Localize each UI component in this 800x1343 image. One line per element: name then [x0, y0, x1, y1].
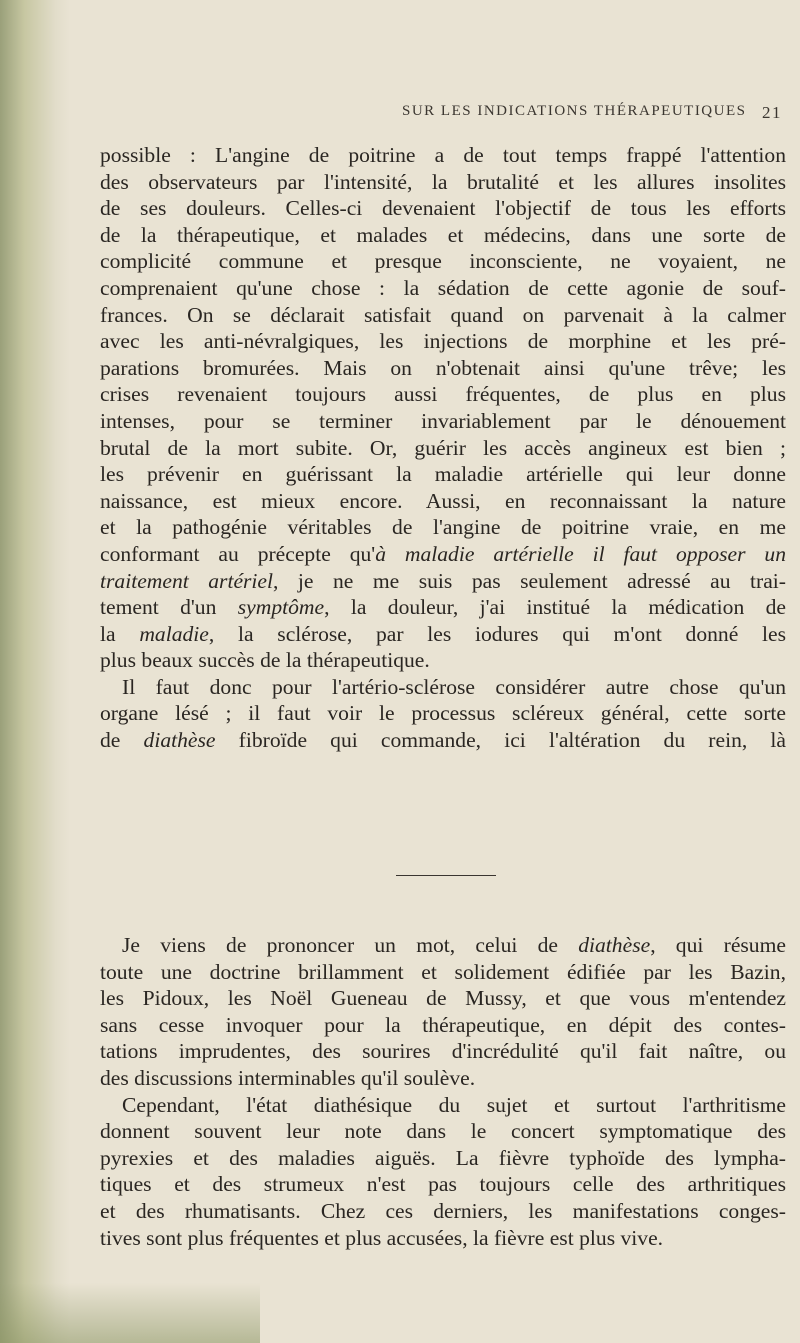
text-line: de ses douleurs. Celles-ci devenaient l'objectif de tous les efforts — [100, 196, 786, 221]
text-line: Il faut donc pour l'artério-sclérose considérer autre chose qu'un — [122, 674, 786, 699]
text-line: sans cesse invoquer pour la thérapeutique, en dépit des contes- — [100, 1012, 786, 1037]
text-run: fibroïde qui commande, ici l'altération du rein, là — [215, 728, 786, 753]
section-separator — [396, 875, 496, 876]
italic-quote: traitement artériel — [100, 568, 274, 593]
text-line: donnent souvent leur note dans le concert symptomatique des — [100, 1119, 786, 1144]
text-line: brutal de la mort subite. Or, guérir les accès angineux est bien ; — [100, 435, 786, 460]
text-line: plus beaux succès de la thérapeutique. — [100, 648, 430, 673]
text-line: crises revenaient toujours aussi fréquentes, de plus en plus — [100, 382, 786, 407]
text-run: conformant au précepte qu' — [100, 541, 376, 566]
text-run: , la douleur, j'ai institué la médication de — [324, 595, 786, 620]
text-line: et des rhumatisants. Chez ces derniers, les manifestations conges- — [100, 1198, 786, 1223]
text-run: , la sclérose, par les iodures qui m'ont donné les — [208, 621, 787, 646]
italic-quote: à maladie artérielle il faut opposer un — [375, 541, 786, 566]
text-line: complicité commune et presque inconsciente, ne voyaient, ne — [100, 249, 786, 274]
page-edge-shadow — [0, 0, 70, 1343]
text-line: et la pathogénie véritables de l'angine de poitrine vraie, en me — [100, 515, 786, 540]
text-line — [100, 594, 786, 621]
text-line: organe lésé ; il faut voir le processus scléreux général, cette sorte — [100, 701, 786, 726]
text-line: des observateurs par l'intensité, la brutalité et les allures insolites — [100, 169, 786, 194]
text-line: tiques et des strumeux n'est pas toujours celle des arthritiques — [100, 1172, 786, 1197]
text-line: parations bromurées. Mais on n'obtenait ainsi qu'une trêve; les — [100, 355, 786, 380]
text-line: comprenaient qu'une chose : la sédation de cette agonie de souf- — [100, 275, 786, 300]
running-title: SUR LES INDICATIONS THÉRAPEUTIQUES — [402, 103, 747, 119]
text-line: tives sont plus fréquentes et plus accusées, la fièvre est plus vive. — [100, 1225, 664, 1250]
text-line: des discussions interminables qu'il soulève. — [100, 1065, 476, 1090]
italic-term: diathèse — [578, 933, 651, 957]
text-run: tement d'un — [100, 595, 238, 620]
page-number: 21 — [762, 103, 782, 122]
text-line — [100, 568, 786, 595]
text-line — [100, 727, 786, 754]
text-run: Je viens de prononcer un mot, celui de — [122, 933, 579, 957]
text-line: tations imprudentes, des sourires d'incrédulité qu'il fait naître, ou — [100, 1039, 786, 1064]
italic-term: symptôme — [237, 595, 325, 620]
page-bottom-shadow — [0, 1283, 260, 1343]
text-line: possible : L'angine de poitrine a de tout temps frappé l'attention — [100, 143, 786, 167]
text-line: les Pidoux, les Noël Gueneau de Mussy, et que vous m'entendez — [100, 986, 786, 1011]
text-line: de la thérapeutique, et malades et médecins, dans une sorte de — [100, 222, 786, 247]
text-line: pyrexies et des maladies aiguës. La fièvre typhoïde des lympha- — [100, 1145, 786, 1170]
text-run: , qui résume — [650, 933, 786, 957]
italic-term: diathèse — [143, 728, 216, 753]
text-line: frances. On se déclarait satisfait quand on parvenait à la calmer — [100, 302, 786, 327]
text-line: intenses, pour se terminer invariablement par le dénouement — [100, 408, 786, 433]
text-run: , je ne me suis pas seulement adressé au trai- — [273, 568, 786, 593]
italic-term: maladie — [139, 621, 209, 646]
text-line: Cependant, l'état diathésique du sujet et surtout l'arthritisme — [122, 1092, 786, 1117]
text-line: toute une doctrine brillamment et solidement édifiée par les Bazin, — [100, 959, 786, 984]
text-run: la — [100, 621, 140, 646]
text-block-top — [100, 142, 786, 754]
text-line — [100, 621, 786, 648]
running-header — [402, 103, 782, 125]
text-line: naissance, est mieux encore. Aussi, en reconnaissant la nature — [100, 488, 786, 513]
text-run: de — [100, 728, 144, 753]
text-line — [100, 541, 786, 568]
text-line: les prévenir en guérissant la maladie artérielle qui leur donne — [100, 462, 786, 487]
text-block-bottom — [100, 932, 786, 1251]
text-line: avec les anti-névralgiques, les injections de morphine et les pré- — [100, 329, 786, 354]
text-line — [100, 932, 786, 959]
